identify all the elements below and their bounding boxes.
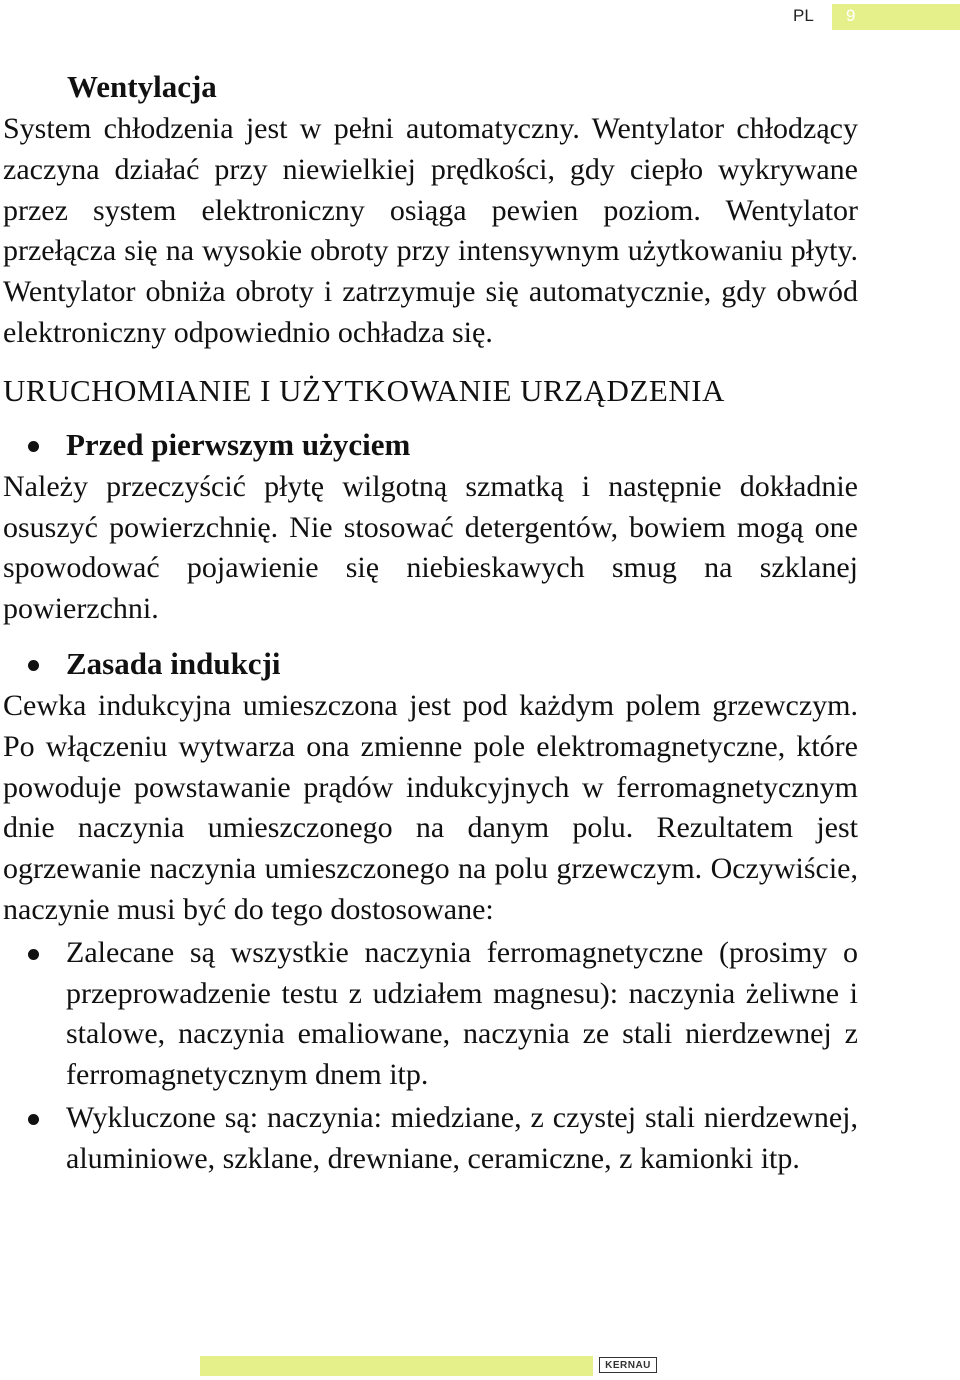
list-item-text: Zalecane są wszystkie naczynia ferromagnetyczne (prosimy o przeprowadzenie testu z udziałem magnesu): naczynia żeliwne i stalowe, naczynia emaliowane, naczynia ze stali nierdzewnej z ferromagnetycznym dnem itp. <box>66 935 858 1092</box>
subheading-induction-label: Zasada indukcji <box>66 645 281 681</box>
list-item <box>3 1098 858 1180</box>
bullet-icon <box>28 949 39 960</box>
subheading-first-use <box>3 423 858 467</box>
ventilation-paragraph: System chłodzenia jest w pełni automatyczny. Wentylator chłodzący zaczyna działać przy niewielkiej prędkości, gdy ciepło wykrywane przez system elektroniczny osiąga pewien poziom. Wentylator przełącza się na wysokie obroty przy intensywnym użytkowaniu płyty. Wentylator obniża obroty i zatrzymuje się automatycznie, gdy obwód elektroniczny odpowiednio ochładza się. <box>3 112 858 349</box>
section-title-ventilation: Wentylacja <box>67 69 217 104</box>
section-title-operation: URUCHOMIANIE I UŻYTKOWANIE URZĄDZENIA <box>3 372 725 408</box>
brand-logo <box>599 1357 657 1373</box>
bullet-icon <box>28 441 39 452</box>
list-item <box>3 933 858 1096</box>
brand-logo-text: KERNAU <box>605 1359 651 1371</box>
first-use-paragraph: Należy przeczyścić płytę wilgotną szmatką i następnie dokładnie osuszyć powierzchnię. Nie stosować detergentów, bowiem mogą one spowodować pojawienie się niebieskawych smug na szklanej powierzchni. <box>3 469 858 626</box>
bullet-icon <box>28 660 39 671</box>
subheading-induction <box>3 642 858 686</box>
bullet-icon <box>28 1114 39 1125</box>
footer-accent-bar <box>200 1356 593 1376</box>
list-item-text: Wykluczone są: naczynia: miedziane, z czystej stali nierdzewnej, aluminiowe, szklane, drewniane, ceramiczne, z kamionki itp. <box>66 1100 858 1175</box>
page-number: 9 <box>846 6 856 25</box>
page-content <box>3 65 858 1180</box>
language-code: PL <box>793 6 814 25</box>
subheading-first-use-label: Przed pierwszym użyciem <box>66 426 411 462</box>
induction-paragraph: Cewka indukcyjna umieszczona jest pod każdym polem grzewczym. Po włączeniu wytwarza ona zmienne pole elektromagnetyczne, które powoduje powstawanie prądów indukcyjnych w ferromagnetycznym dnie naczynia umieszczonego na danym polu. Rezultatem jest ogrzewanie naczynia umieszczonego na polu grzewczym. Oczywiście, naczynie musi być do tego dostosowane: <box>3 688 858 926</box>
